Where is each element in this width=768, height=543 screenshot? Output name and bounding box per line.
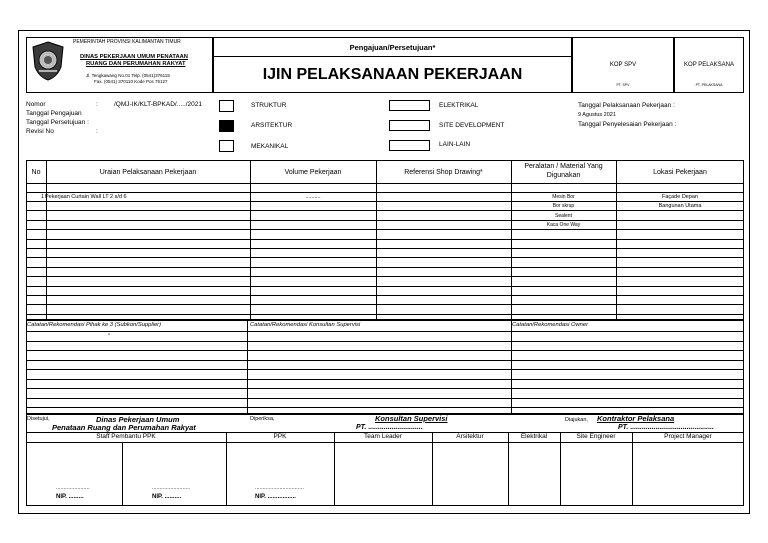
persetujuan-label: Tanggal Persetujuan :: [26, 119, 89, 126]
signature-dotline: ......................: [56, 485, 90, 491]
checkbox-site-development[interactable]: [389, 120, 430, 131]
table-row-line: [26, 229, 744, 230]
dept-line-1: DINAS PEKERJAAN UMUM PENATAAN: [80, 54, 188, 60]
tgl-pelaksanaan-label: Tanggal Pelaksanaan Pekerjaan :: [578, 102, 675, 109]
notes-konsultan-label: Catatan/Rekomendasi Konsultan Supervisi: [250, 322, 361, 328]
role-ppk: PPK: [273, 433, 287, 440]
table-row-line: [26, 201, 744, 202]
diajukan-label: Diajukan,: [565, 417, 588, 423]
kop-spv: KOP SPV: [609, 62, 637, 68]
signature-col-line: [432, 432, 433, 506]
table-row-line: [26, 192, 744, 193]
table-col-line: [511, 160, 512, 320]
kontraktor-title: Kontraktor Pelaksana: [597, 414, 675, 423]
table-row-line: [26, 220, 744, 221]
table-row-line: [26, 350, 744, 351]
konsultan-title: Konsultan Supervisi: [375, 414, 448, 423]
row-1-volume: ..........: [305, 194, 321, 200]
role-arsitektur: Arsitektur: [456, 433, 484, 440]
kop-pelaksana-sub: PT. PELAKSANA: [695, 83, 723, 87]
row-1-no: 1: [41, 194, 45, 200]
table-row-line: [26, 314, 744, 315]
label-mekanikal: MEKANIKAL: [251, 143, 289, 150]
label-elektrikal: ELEKTRIKAL: [439, 102, 479, 109]
request-label: Pengajuan/Persetujuan*: [349, 43, 436, 52]
role-project-manager: Project Manager: [664, 433, 712, 440]
table-row-line: [26, 286, 744, 287]
revisi-label: Revisi No: [26, 128, 54, 135]
signature-col-line: [226, 432, 227, 506]
table-row-line: [26, 398, 744, 399]
label-struktur: STRUKTUR: [251, 102, 287, 109]
table-row-line: [26, 295, 744, 296]
label-arsitektur: ARSITEKTUR: [251, 122, 293, 129]
notes-owner-label: Catatan/Rekomendasi Owner: [512, 322, 589, 328]
role-staff-ppk: Staff Pembantu PPK: [96, 433, 156, 440]
role-site-engineer: Site Engineer: [576, 433, 616, 440]
signature-col-line: [334, 432, 335, 506]
signature-dotline: .........................: [152, 485, 191, 491]
diperiksa-label: Diperiksa,: [250, 416, 275, 422]
row-1-uraian: Pekerjaan Curtain Wall LT 2 s/d 6: [45, 194, 127, 200]
work-table: [26, 160, 744, 320]
signature-col-line: [560, 432, 561, 506]
col-header-no: No: [31, 169, 41, 176]
row-2-lokasi: Bangunan Utama: [658, 203, 702, 209]
table-row-line: [26, 369, 744, 370]
form-title: IJIN PELAKSANAAN PEKERJAAN: [262, 66, 523, 83]
checkbox-elektrikal[interactable]: [389, 100, 430, 111]
table-row-line: [26, 183, 744, 184]
table-row-line: [26, 239, 744, 240]
nomor-value: /QMJ-IK/KLT-BPKAD/...../2021: [114, 101, 203, 108]
material-item: Kaca One Way: [546, 222, 581, 228]
label-site-development: SITE DEVELOPMENT: [439, 122, 505, 129]
signature-dotline: ................................: [255, 485, 304, 491]
nip-ppk: NIP. .................: [255, 494, 296, 500]
kop-pelaksana: KOP PELAKSANA: [684, 62, 734, 68]
table-col-line: [616, 160, 617, 320]
notes-col-line: [511, 320, 512, 414]
col-header-peralatan-2: Digunakan: [546, 172, 581, 179]
title-divider: [213, 56, 572, 57]
tgl-penyelesaian-label: Tanggal Penyelesaian Pekerjaan :: [578, 121, 677, 128]
col-header-peralatan-1: Peralatan / Material Yang: [524, 163, 603, 170]
address-2: Fax. (0541) 370110 Kode Pos 75127: [94, 79, 168, 84]
signature-line: [26, 442, 744, 443]
material-item: Sealent: [555, 213, 572, 219]
table-row-line: [26, 341, 744, 342]
table-row-line: [26, 267, 744, 268]
role-elektrikal: Elektrikal: [520, 433, 548, 440]
nomor-sep: :: [96, 101, 98, 108]
nomor-label: Nomor: [26, 101, 46, 108]
dinas-line-1: Dinas Pekerjaan Umum: [96, 415, 180, 424]
dinas-line-2: Penataan Ruang dan Perumahan Rakyat: [52, 423, 196, 432]
col-header-referensi: Referensi Shop Drawing*: [404, 169, 483, 176]
signature-col-line: [122, 442, 123, 506]
konsultan-pt: PT. ............................: [356, 424, 423, 431]
table-row-line: [26, 304, 744, 305]
gov-name: PEMERINTAH PROVINSI KALIMANTAN TIMUR: [73, 39, 181, 45]
checkbox-arsitektur[interactable]: [219, 120, 234, 132]
disetujui-label: Disetujui,: [27, 416, 50, 422]
table-row-line: [26, 379, 744, 380]
role-team-leader: Team Leader: [364, 433, 402, 440]
table-col-line: [46, 160, 47, 320]
material-item: Bor skrup: [552, 203, 575, 209]
notes-dash: -: [108, 332, 110, 338]
table-row-line: [26, 276, 744, 277]
nip-staff-2: NIP. ..........: [152, 494, 182, 500]
notes-col-line: [247, 320, 248, 414]
signature-col-line: [508, 432, 509, 506]
col-header-volume: Volume Pekerjaan: [284, 169, 342, 176]
address-1: Jl. Tengkawang No.01 Telp. (0541)376119: [86, 73, 170, 78]
notes-section: [26, 320, 744, 414]
kontraktor-pt: PT. ...........................................: [618, 424, 714, 431]
label-lain-lain: LAIN-LAIN: [439, 141, 471, 148]
checkbox-struktur[interactable]: [219, 100, 234, 112]
col-header-uraian: Uraian Pelaksanaan Pekerjaan: [99, 169, 197, 176]
table-col-line: [376, 160, 377, 320]
tgl-pelaksanaan-value: 9 Agustus 2021: [578, 112, 616, 118]
col-header-lokasi: Lokasi Pekerjaan: [653, 169, 707, 176]
nip-staff-1: NIP. .........: [56, 494, 84, 500]
revisi-sep: :: [96, 128, 98, 135]
pengajuan-label: Tanggal Pengajuan: [26, 110, 82, 117]
table-row-line: [26, 388, 744, 389]
table-row-line: [26, 331, 744, 332]
table-row-line: [26, 257, 744, 258]
kop-spv-sub: PT. SPV: [616, 83, 630, 87]
dept-line-2: RUANG DAN PERUMAHAN RAKYAT: [86, 61, 186, 67]
table-col-line: [250, 160, 251, 320]
table-row-line: [26, 248, 744, 249]
table-row-line: [26, 210, 744, 211]
table-row-line: [26, 407, 744, 408]
material-item: Mesin Bor: [552, 194, 575, 200]
row-1-lokasi: Façade Depan: [661, 194, 699, 200]
notes-subkon-label: Catatan/Rekomendasi Pihak ke 3 (Subkon/Supplier): [27, 322, 162, 328]
checkbox-mekanikal[interactable]: [219, 140, 234, 152]
signature-col-line: [632, 432, 633, 506]
table-row-line: [26, 360, 744, 361]
checkbox-lain-lain[interactable]: [389, 140, 430, 151]
province-logo: [31, 41, 65, 81]
